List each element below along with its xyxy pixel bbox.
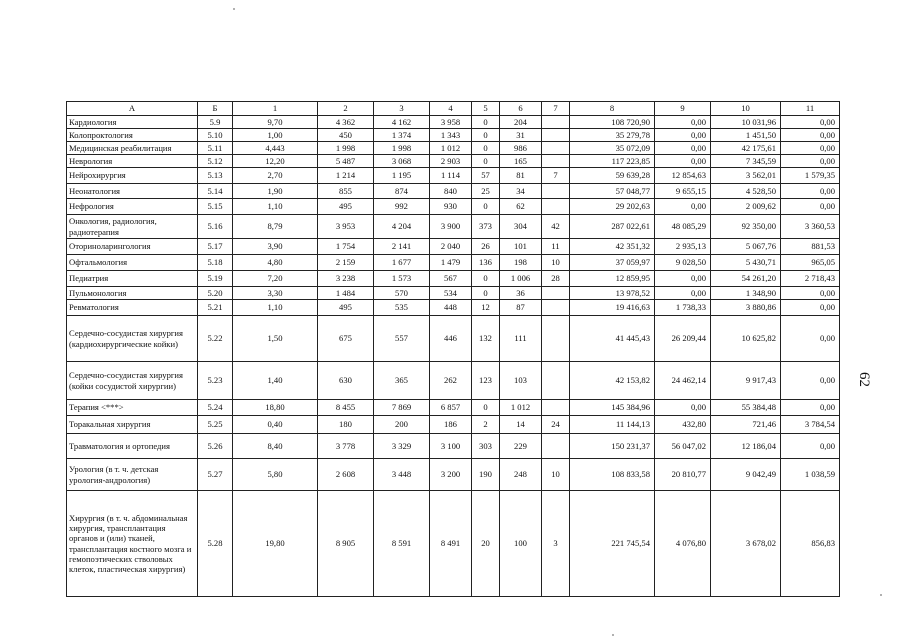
table-cell: 10 031,96 [711,116,781,129]
table-cell: 42 351,32 [570,239,655,255]
table-cell: 35 279,78 [570,129,655,142]
table-cell: 432,80 [655,416,711,434]
table-cell: 24 462,14 [655,362,711,400]
table-cell: 0,00 [655,116,711,129]
table-cell [542,199,570,215]
table-cell: 117 223,85 [570,155,655,168]
table-cell: 304 [500,215,542,239]
table-cell: 19,80 [233,491,318,597]
header-cell: 1 [233,102,318,116]
table-cell: 41 445,43 [570,316,655,362]
table-cell: 965,05 [781,255,840,271]
table-cell [542,400,570,416]
table-cell: 0,00 [655,129,711,142]
table-cell: 2,70 [233,168,318,184]
table-row [67,184,840,199]
table-cell: 0,00 [655,400,711,416]
table-cell [542,142,570,155]
table-cell: 0,00 [655,271,711,287]
table-cell: 5.14 [198,184,233,199]
table-cell: 1 374 [374,129,430,142]
row-label: Ревматология [67,300,198,316]
table-cell: 5.13 [198,168,233,184]
table-cell: 570 [374,287,430,300]
table-cell: 57 [472,168,500,184]
table-cell: 1 006 [500,271,542,287]
table-cell: 3 200 [430,459,472,491]
table-cell: 5.23 [198,362,233,400]
table-cell: 5.18 [198,255,233,271]
table-cell: 0,00 [781,316,840,362]
table-cell: 34 [500,184,542,199]
table-cell: 5,80 [233,459,318,491]
table-cell: 5.21 [198,300,233,316]
table-cell: 365 [374,362,430,400]
table-cell: 0,00 [781,142,840,155]
table-cell: 2 903 [430,155,472,168]
table-cell: 5.11 [198,142,233,155]
table-cell: 10 [542,255,570,271]
table-cell: 1 348,90 [711,287,781,300]
table-cell: 36 [500,287,542,300]
table-cell: 48 085,29 [655,215,711,239]
table-cell: 5.17 [198,239,233,255]
table-cell: 9 655,15 [655,184,711,199]
table-cell: 992 [374,199,430,215]
table-cell: 0,00 [781,287,840,300]
table-cell: 123 [472,362,500,400]
table-cell: 5.22 [198,316,233,362]
table-cell: 5.25 [198,416,233,434]
table-cell: 567 [430,271,472,287]
table-cell: 1 114 [430,168,472,184]
table-row [67,416,840,434]
table-cell: 4,443 [233,142,318,155]
table-cell: 5.28 [198,491,233,597]
table-cell: 1 451,50 [711,129,781,142]
table-cell: 35 072,09 [570,142,655,155]
table-row [67,434,840,459]
table-cell: 1,00 [233,129,318,142]
table-cell: 3 900 [430,215,472,239]
table-cell: 12 859,95 [570,271,655,287]
table-cell: 2 159 [318,255,374,271]
table-cell: 3 678,02 [711,491,781,597]
table-cell: 26 209,44 [655,316,711,362]
table-cell: 0,00 [655,142,711,155]
table-cell: 2 141 [374,239,430,255]
table-cell: 557 [374,316,430,362]
table-cell: 0 [472,287,500,300]
table-cell: 5 487 [318,155,374,168]
table-row [67,400,840,416]
table-cell: 1 579,35 [781,168,840,184]
table-cell: 2 718,43 [781,271,840,287]
table-cell: 11 144,13 [570,416,655,434]
table-cell: 495 [318,300,374,316]
table-cell: 3 448 [374,459,430,491]
table-cell: 42 175,61 [711,142,781,155]
scan-speck [880,594,882,596]
table-cell: 5.9 [198,116,233,129]
header-cell: 9 [655,102,711,116]
table-cell: 29 202,63 [570,199,655,215]
table-cell: 56 047,02 [655,434,711,459]
table-cell: 495 [318,199,374,215]
table-cell: 5 430,71 [711,255,781,271]
table-row [67,199,840,215]
table-cell: 534 [430,287,472,300]
table-cell: 81 [500,168,542,184]
header-cell: 11 [781,102,840,116]
table-cell: 1 214 [318,168,374,184]
table-row [67,300,840,316]
header-cell: 6 [500,102,542,116]
table-cell: 8 905 [318,491,374,597]
table-cell: 7 869 [374,400,430,416]
table-cell: 5.10 [198,129,233,142]
table-cell: 3,30 [233,287,318,300]
header-cell: 7 [542,102,570,116]
table-cell: 0 [472,142,500,155]
table-cell: 1 484 [318,287,374,300]
table-cell: 0 [472,400,500,416]
table-cell: 0 [472,271,500,287]
table-cell: 986 [500,142,542,155]
table-cell: 13 978,52 [570,287,655,300]
table-cell: 5.26 [198,434,233,459]
table-cell: 0,00 [655,287,711,300]
table-cell: 535 [374,300,430,316]
table-cell: 26 [472,239,500,255]
table-cell: 198 [500,255,542,271]
row-label: Офтальмология [67,255,198,271]
table-cell: 2 040 [430,239,472,255]
table-cell: 4 162 [374,116,430,129]
table-cell: 25 [472,184,500,199]
table-cell: 1,10 [233,300,318,316]
table-cell: 3 360,53 [781,215,840,239]
row-label: Хирургия (в т. ч. абдоминальная хирургия, трансплантация органов и (или) тканей, трансплантация костного мозга и гемопоэтических стволовых клеток, пластическая хирургия) [67,491,198,597]
row-label: Кардиология [67,116,198,129]
table-cell: 108 833,58 [570,459,655,491]
table-cell: 3 562,01 [711,168,781,184]
table-cell: 9 917,43 [711,362,781,400]
table-cell: 8 455 [318,400,374,416]
table-cell: 855 [318,184,374,199]
table-cell: 19 416,63 [570,300,655,316]
table-cell: 8 591 [374,491,430,597]
table-cell: 20 810,77 [655,459,711,491]
table-cell: 14 [500,416,542,434]
table-cell: 0,00 [781,400,840,416]
table-cell [542,184,570,199]
table-cell: 8,79 [233,215,318,239]
table-cell: 1 479 [430,255,472,271]
table-cell: 62 [500,199,542,215]
row-label: Неонатология [67,184,198,199]
table-cell: 1,50 [233,316,318,362]
table-cell: 5 067,76 [711,239,781,255]
table-cell: 1,90 [233,184,318,199]
table-cell: 3,90 [233,239,318,255]
table-cell: 0,40 [233,416,318,434]
table-cell: 0,00 [781,129,840,142]
table-cell: 9 042,49 [711,459,781,491]
table-cell: 1 195 [374,168,430,184]
table-cell: 2 608 [318,459,374,491]
table-row [67,316,840,362]
table-cell: 101 [500,239,542,255]
table-cell: 0,00 [781,155,840,168]
table-cell: 1 998 [374,142,430,155]
table-cell [542,362,570,400]
table-cell: 3 100 [430,434,472,459]
table-cell: 1 677 [374,255,430,271]
table-cell: 145 384,96 [570,400,655,416]
table-cell: 840 [430,184,472,199]
table-cell: 42 [542,215,570,239]
table-cell: 3 329 [374,434,430,459]
scan-speck [233,8,235,10]
table-cell: 10 625,82 [711,316,781,362]
table-cell: 9,70 [233,116,318,129]
table-cell: 108 720,90 [570,116,655,129]
table-cell: 55 384,48 [711,400,781,416]
table-cell [542,116,570,129]
table-cell: 28 [542,271,570,287]
table-cell: 100 [500,491,542,597]
table-cell: 0,00 [781,199,840,215]
table-row [67,459,840,491]
table-cell: 0,00 [655,155,711,168]
table-cell: 4 362 [318,116,374,129]
table-cell: 0 [472,116,500,129]
table-cell: 930 [430,199,472,215]
table-cell: 24 [542,416,570,434]
table-cell: 675 [318,316,374,362]
row-label: Педиатрия [67,271,198,287]
table-cell: 136 [472,255,500,271]
table-cell: 3 958 [430,116,472,129]
table-cell: 103 [500,362,542,400]
table-cell: 874 [374,184,430,199]
table-cell: 1 998 [318,142,374,155]
table-cell: 57 048,77 [570,184,655,199]
table-cell: 450 [318,129,374,142]
table-cell [542,300,570,316]
table-cell: 3 784,54 [781,416,840,434]
table-cell: 2 935,13 [655,239,711,255]
table-cell: 42 153,82 [570,362,655,400]
table-cell: 0 [472,129,500,142]
table-cell: 4 528,50 [711,184,781,199]
table-cell: 31 [500,129,542,142]
table-cell: 446 [430,316,472,362]
table-cell: 7,20 [233,271,318,287]
table-row [67,168,840,184]
table-cell: 1,40 [233,362,318,400]
table-cell: 1 738,33 [655,300,711,316]
table-cell: 4 076,80 [655,491,711,597]
table-row [67,142,840,155]
table-cell: 4 204 [374,215,430,239]
table-cell: 262 [430,362,472,400]
header-cell: 3 [374,102,430,116]
table-cell: 4,80 [233,255,318,271]
page-number: 62 [856,372,872,387]
table-cell: 1 012 [500,400,542,416]
table-cell: 221 745,54 [570,491,655,597]
table-cell: 3 [542,491,570,597]
header-cell: 8 [570,102,655,116]
table-cell: 0,00 [781,184,840,199]
header-cell: 10 [711,102,781,116]
table-cell: 3 068 [374,155,430,168]
row-label: Неврология [67,155,198,168]
table-row [67,155,840,168]
table-cell: 200 [374,416,430,434]
header-row [67,102,840,116]
table-cell: 10 [542,459,570,491]
table-cell: 5.27 [198,459,233,491]
table-cell: 5.15 [198,199,233,215]
header-cell: 2 [318,102,374,116]
table-cell: 856,83 [781,491,840,597]
table-cell: 373 [472,215,500,239]
table-cell: 1 012 [430,142,472,155]
table-row [67,215,840,239]
table-cell: 1 343 [430,129,472,142]
table-cell: 0,00 [781,434,840,459]
row-label: Пульмонология [67,287,198,300]
table-cell: 1,10 [233,199,318,215]
table-cell: 190 [472,459,500,491]
table-cell: 111 [500,316,542,362]
table-cell [542,316,570,362]
row-label: Сердечно-сосудистая хирургия (койки сосудистой хирургии) [67,362,198,400]
table-cell: 87 [500,300,542,316]
row-label: Нейрохирургия [67,168,198,184]
table-cell [542,129,570,142]
header-cell: А [67,102,198,116]
header-cell: Б [198,102,233,116]
table-cell: 721,46 [711,416,781,434]
row-label: Терапия <***> [67,400,198,416]
row-label: Сердечно-сосудистая хирургия (кардиохирургические койки) [67,316,198,362]
table-cell: 11 [542,239,570,255]
header-cell: 4 [430,102,472,116]
table-cell: 5.12 [198,155,233,168]
table-cell: 12 [472,300,500,316]
table-row [67,362,840,400]
table-cell: 92 350,00 [711,215,781,239]
table-cell: 229 [500,434,542,459]
table-cell: 5.24 [198,400,233,416]
table-cell: 630 [318,362,374,400]
table-cell: 165 [500,155,542,168]
table-row [67,271,840,287]
row-label: Медицинская реабилитация [67,142,198,155]
table-cell: 12,20 [233,155,318,168]
row-label: Травматология и ортопедия [67,434,198,459]
table-cell [542,155,570,168]
table-cell: 287 022,61 [570,215,655,239]
table-cell: 180 [318,416,374,434]
table-cell: 3 953 [318,215,374,239]
table-cell: 0 [472,199,500,215]
table-cell [542,287,570,300]
table-row [67,116,840,129]
table-cell: 3 880,86 [711,300,781,316]
table-cell: 12 186,04 [711,434,781,459]
table-cell: 1 038,59 [781,459,840,491]
table-cell: 1 573 [374,271,430,287]
table-cell: 0 [472,155,500,168]
table-cell: 5.20 [198,287,233,300]
row-label: Урология (в т. ч. детская урология-андрология) [67,459,198,491]
table-cell: 248 [500,459,542,491]
table-cell: 0,00 [781,116,840,129]
row-label: Торакальная хирургия [67,416,198,434]
table-cell: 7 [542,168,570,184]
table-cell: 20 [472,491,500,597]
table-cell: 5.16 [198,215,233,239]
table-row [67,239,840,255]
table-cell: 8 491 [430,491,472,597]
table-cell: 12 854,63 [655,168,711,184]
table-cell: 303 [472,434,500,459]
row-label: Нефрология [67,199,198,215]
data-table [66,101,840,597]
header-cell: 5 [472,102,500,116]
table-row [67,491,840,597]
table-cell: 18,80 [233,400,318,416]
table-cell: 2 009,62 [711,199,781,215]
table-row [67,129,840,142]
table-cell: 8,40 [233,434,318,459]
table-cell: 2 [472,416,500,434]
table-cell [542,434,570,459]
table-cell: 9 028,50 [655,255,711,271]
row-label: Онкология, радиология, радиотерапия [67,215,198,239]
table-cell: 1 754 [318,239,374,255]
row-label: Колопроктология [67,129,198,142]
table-cell: 150 231,37 [570,434,655,459]
row-label: Оториноларингология [67,239,198,255]
table-cell: 881,53 [781,239,840,255]
table-row [67,287,840,300]
table-cell: 3 778 [318,434,374,459]
table-cell: 54 261,20 [711,271,781,287]
table-cell: 0,00 [655,199,711,215]
table-cell: 7 345,59 [711,155,781,168]
table-cell: 37 059,97 [570,255,655,271]
table-cell: 3 238 [318,271,374,287]
table-cell: 132 [472,316,500,362]
table-cell: 59 639,28 [570,168,655,184]
table-cell: 0,00 [781,300,840,316]
scan-speck [612,634,614,636]
table-cell: 6 857 [430,400,472,416]
table-cell: 5.19 [198,271,233,287]
table-cell: 186 [430,416,472,434]
table-row [67,255,840,271]
table-cell: 448 [430,300,472,316]
table-cell: 204 [500,116,542,129]
table-cell: 0,00 [781,362,840,400]
